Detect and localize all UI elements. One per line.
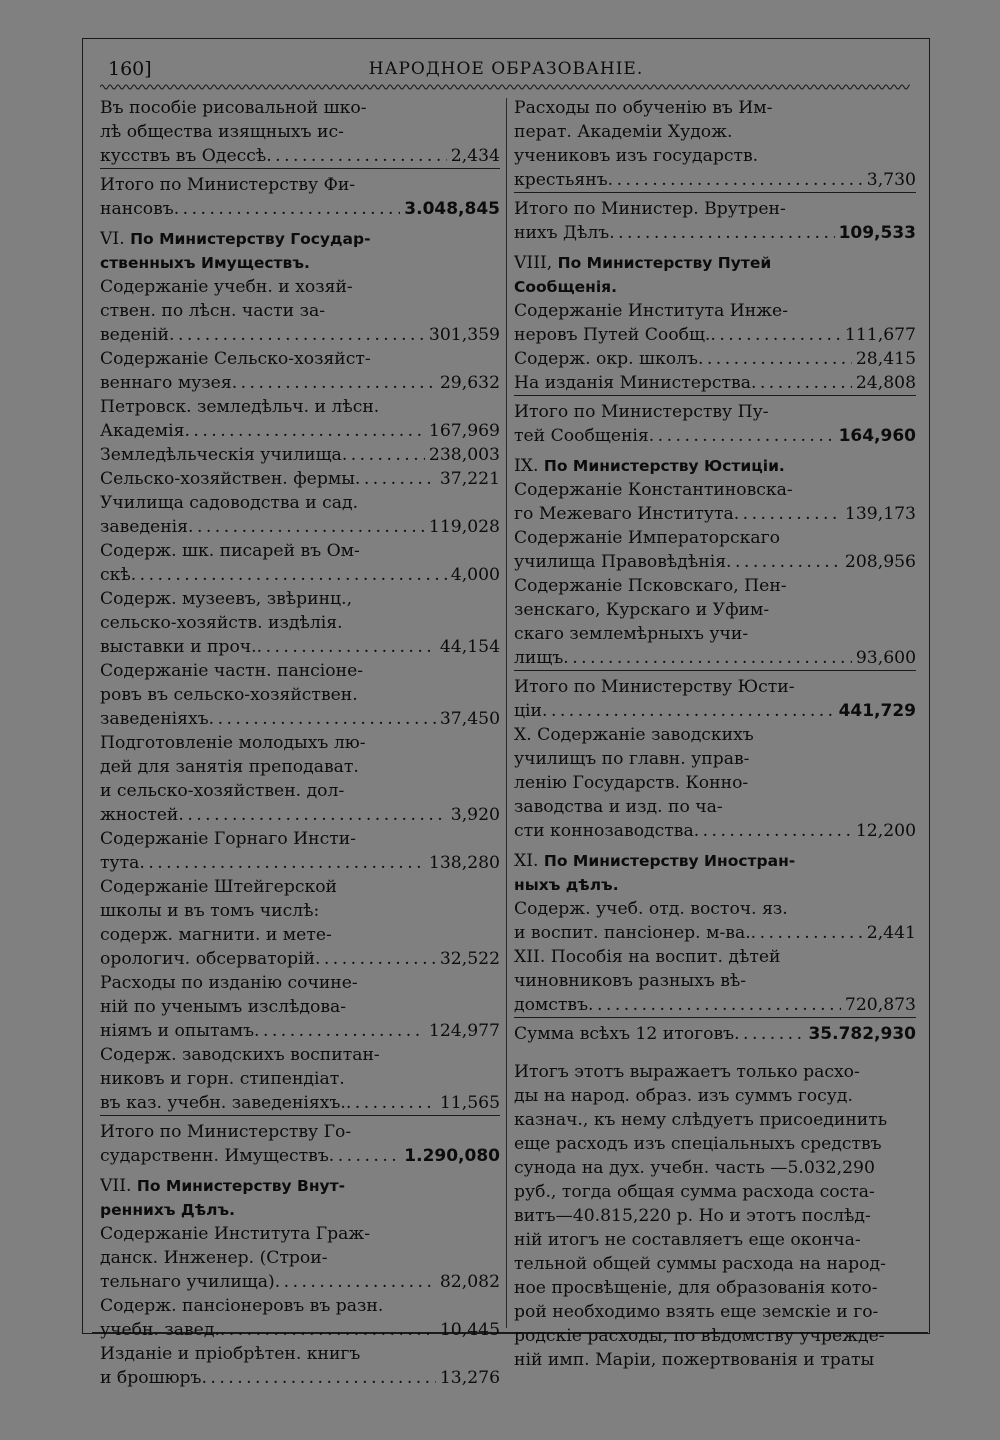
wavy-divider (100, 82, 910, 92)
entry-line: чиновниковъ разныхъ вѣ- (514, 971, 747, 991)
dot-leader (342, 443, 425, 467)
paragraph-line: тельной общей суммы расхода на народ- (514, 1254, 886, 1274)
heading-text: ныхъ дѣлъ. (514, 876, 619, 894)
entry-line: ній по ученымъ изслѣдова- (100, 997, 347, 1017)
entry-label: училища Правовѣдѣнія (514, 552, 727, 572)
entry-line: училищъ по главн. управ- (514, 749, 750, 769)
entry-line: перат. Академіи Худож. (514, 122, 733, 142)
entry-label: въ каз. учебн. заведеніяхъ. (100, 1093, 346, 1113)
budget-entry (100, 875, 500, 971)
entry-value: 238,003 (428, 445, 500, 465)
dot-leader (588, 993, 841, 1017)
page-number: 160] (108, 58, 152, 80)
entry-line: Итого по Министерству Фи- (100, 175, 356, 195)
entry-last-line (100, 443, 500, 467)
entry-last-line (514, 502, 916, 526)
entry-value: 139,173 (844, 504, 916, 524)
entry-last-line (100, 515, 500, 539)
entry-label: го Межеваго Института (514, 504, 734, 524)
entry-label: нихъ Дѣлъ (514, 223, 610, 243)
entry-label: лищъ (514, 648, 564, 668)
entry-label: тута (100, 853, 140, 873)
entry-line: заводства и изд. по ча- (514, 797, 723, 817)
entry-label: орологич. обсерваторій (100, 949, 315, 969)
entry-label: Сумма всѣхъ 12 итоговъ (514, 1024, 735, 1044)
entry-line: Въ пособіе рисовальной шко- (100, 98, 367, 118)
entry-value: 13,276 (439, 1368, 500, 1388)
entry-line: Изданіе и пріобрѣтен. книгъ (100, 1344, 361, 1364)
entry-last-line (514, 993, 916, 1018)
dot-leader (355, 467, 436, 491)
dot-leader (315, 947, 436, 971)
entry-line: учениковъ изъ государств. (514, 146, 759, 166)
entry-label: выставки и проч. (100, 637, 257, 657)
heading-line (100, 227, 500, 251)
entry-line: сельско-хозяйств. издѣлія. (100, 613, 343, 633)
entry-line: Содержаніе учебн. и хозяй- (100, 277, 353, 297)
section-heading (100, 227, 500, 275)
entry-last-line (514, 168, 916, 193)
entry-value: 82,082 (439, 1272, 500, 1292)
entry-line: Содерж. шк. писарей въ Ом- (100, 541, 360, 561)
budget-entry (514, 347, 916, 371)
entry-line: школы и въ томъ числѣ: (100, 901, 320, 921)
paragraph-line: сунода на дух. учебн. часть —5.032,290 (514, 1158, 875, 1178)
total-entry (514, 400, 916, 448)
total-value: 35.782,930 (808, 1024, 916, 1044)
section-heading (514, 454, 916, 478)
budget-entry (100, 659, 500, 731)
entry-line: Итого по Министерству Пу- (514, 402, 769, 422)
budget-entry (100, 731, 500, 827)
section-heading (100, 1174, 500, 1222)
total-value: 1.290,080 (404, 1146, 500, 1166)
entry-line: зенскаго, Курскаго и Уфим- (514, 600, 770, 620)
entry-label: сударственн. Имуществъ (100, 1146, 329, 1166)
entry-label: нансовъ (100, 199, 174, 219)
budget-entry (100, 275, 500, 347)
dot-leader (694, 819, 852, 843)
dot-leader (726, 550, 841, 574)
entry-last-line (100, 707, 500, 731)
dot-leader (608, 168, 863, 192)
total-entry (514, 675, 916, 723)
entry-last-line (100, 323, 500, 347)
budget-entry (100, 971, 500, 1043)
entry-last-line (100, 563, 500, 587)
dot-leader (266, 144, 447, 168)
entry-last-line (100, 803, 500, 827)
dot-leader (649, 424, 835, 448)
heading-text: ственныхъ Имуществъ. (100, 254, 310, 272)
total-entry (100, 1120, 500, 1168)
entry-label: тельнаго училища) (100, 1272, 275, 1292)
entry-last-line (100, 371, 500, 395)
entry-label: крестьянъ (514, 170, 608, 190)
entry-value: 29,632 (439, 373, 500, 393)
entry-line: XII. Пособія на воспит. дѣтей (514, 947, 781, 967)
heading-text: По Министерству Путей (557, 254, 772, 272)
entry-line: никовъ и горн. стипендіат. (100, 1069, 345, 1089)
budget-entry (514, 299, 916, 347)
entry-line: содерж. магнити. и мете- (100, 925, 332, 945)
entry-label: домствъ (514, 995, 589, 1015)
budget-entry (100, 827, 500, 875)
entry-value: 720,873 (844, 995, 916, 1015)
entry-last-line (100, 1366, 500, 1390)
dot-leader (609, 221, 834, 245)
entry-last-line (514, 646, 916, 671)
paragraph-line: еще расходъ изъ спеціальныхъ средствъ (514, 1134, 882, 1154)
dot-leader (209, 707, 436, 731)
entry-value: 119,028 (428, 517, 500, 537)
entry-value: 208,956 (844, 552, 916, 572)
page-header (82, 55, 930, 85)
paragraph-line: ній итогъ не составляетъ еще оконча- (514, 1230, 861, 1250)
entry-line: Содерж. учеб. отд. восточ. яз. (514, 899, 788, 919)
budget-entry (100, 1222, 500, 1294)
budget-entry (514, 478, 916, 526)
entry-label: На изданія Министерства (514, 373, 751, 393)
budget-entry (514, 723, 916, 843)
budget-entry (100, 1294, 500, 1342)
entry-value: 12,200 (855, 821, 916, 841)
running-title: НАРОДНОЕ ОБРАЗОВАНІЕ. (368, 59, 644, 79)
section-number: XI. (514, 851, 539, 871)
budget-entry (100, 96, 500, 169)
entry-value: 93,600 (855, 648, 916, 668)
entry-value: 4,000 (450, 565, 500, 585)
entry-value: 3,730 (866, 170, 916, 190)
paragraph-line: руб., тогда общая сумма расхода соста- (514, 1182, 875, 1202)
entry-line: ленію Государств. Конно- (514, 773, 749, 793)
entry-label: Земледѣльческія училища (100, 445, 342, 465)
entry-label: веденій (100, 325, 170, 345)
heading-line (514, 275, 916, 299)
entry-line: Содерж. музеевъ, звѣринц., (100, 589, 353, 609)
entry-last-line (514, 699, 916, 723)
entry-last-line (514, 921, 916, 945)
entry-line: Содержаніе частн. пансіоне- (100, 661, 364, 681)
section-heading (514, 251, 916, 299)
dot-leader (734, 502, 841, 526)
heading-text: По Министерству Государ- (130, 230, 371, 248)
entry-label: заведенія (100, 517, 189, 537)
dot-leader (563, 646, 852, 670)
total-value: 441,729 (838, 701, 916, 721)
paragraph-line: родскіе расходы, по вѣдомству учрежде- (514, 1326, 885, 1346)
section-number: VIII, (514, 253, 553, 273)
heading-text: По Министерству Внут- (136, 1177, 346, 1195)
entry-value: 11,565 (439, 1093, 500, 1113)
entry-line: Расходы по изданію сочине- (100, 973, 358, 993)
heading-line (514, 454, 916, 478)
total-entry (514, 1022, 916, 1046)
entry-line: Итого по Министерству Юсти- (514, 677, 795, 697)
dot-leader (139, 851, 425, 875)
left-column (100, 96, 500, 1390)
dot-leader (202, 1366, 436, 1390)
entry-value: 2,434 (450, 146, 500, 166)
entry-line: ровъ въ сельско-хозяйствен. (100, 685, 358, 705)
dot-leader (698, 347, 852, 371)
paragraph-line: ды на народ. образ. изъ суммъ госуд. (514, 1086, 853, 1106)
dot-leader (188, 515, 425, 539)
entry-line: Петровск. земледѣльч. и лѣсн. (100, 397, 380, 417)
heading-line (514, 251, 916, 275)
total-value: 164,960 (838, 426, 916, 446)
entry-value: 10,445 (439, 1320, 500, 1340)
dot-leader (751, 371, 852, 395)
paragraph-line: ное просвѣщеніе, для образованія кото- (514, 1278, 878, 1298)
entry-label: и брошюръ (100, 1368, 202, 1388)
entry-value: 44,154 (439, 637, 500, 657)
entry-last-line (100, 1091, 500, 1116)
column-divider (506, 98, 507, 1328)
entry-label: кусствъ въ Одессѣ (100, 146, 267, 166)
heading-text: Сообщенія. (514, 278, 618, 296)
entry-last-line (100, 419, 500, 443)
budget-entry (514, 897, 916, 945)
heading-text: По Министерству Юстиціи. (543, 457, 785, 475)
paragraph-line: витъ—40.815,220 р. Но и этотъ послѣд- (514, 1206, 871, 1226)
dot-leader (178, 803, 446, 827)
closing-paragraph (514, 1060, 916, 1372)
heading-text: реннихъ Дѣлъ. (100, 1201, 236, 1219)
budget-entry (514, 526, 916, 574)
entry-line: Содерж. заводскихъ воспитан- (100, 1045, 380, 1065)
entry-last-line (514, 1022, 916, 1046)
dot-leader (710, 323, 841, 347)
dot-leader (220, 1318, 436, 1342)
entry-line: Содержаніе Императорскаго (514, 528, 780, 548)
entry-last-line (514, 550, 916, 574)
entry-line: Подготовленіе молодыхъ лю- (100, 733, 366, 753)
entry-line: Содержаніе Института Граж- (100, 1224, 371, 1244)
budget-entry (100, 587, 500, 659)
entry-value: 2,441 (866, 923, 916, 943)
dot-leader (275, 1270, 436, 1294)
entry-value: 138,280 (428, 853, 500, 873)
section-number: VII. (100, 1176, 132, 1196)
entry-label: Содерж. окр. школъ (514, 349, 698, 369)
entry-line: данск. Инженер. (Строи- (100, 1248, 328, 1268)
entry-line: и сельско-хозяйствен. дол- (100, 781, 345, 801)
entry-label: заведеніяхъ (100, 709, 209, 729)
entry-value: 167,969 (428, 421, 500, 441)
entry-value: 301,359 (428, 325, 500, 345)
paragraph-line: Итогъ этотъ выражаетъ только расхо- (514, 1062, 860, 1082)
entry-value: 24,808 (855, 373, 916, 393)
dot-leader (169, 323, 425, 347)
entry-line: Итого по Министер. Врутрен- (514, 199, 786, 219)
dot-leader (734, 1022, 804, 1046)
entry-label: тей Сообщенія (514, 426, 649, 446)
total-entry (100, 173, 500, 221)
total-entry (514, 197, 916, 245)
section-heading (514, 849, 916, 897)
entry-line: Содержаніе Константиновска- (514, 480, 793, 500)
entry-label: Академія (100, 421, 185, 441)
entry-last-line (514, 323, 916, 347)
entry-last-line (514, 424, 916, 448)
entry-last-line (100, 1318, 500, 1342)
paragraph-line: рой необходимо взять еще земскіе и го- (514, 1302, 879, 1322)
entry-last-line (100, 144, 500, 169)
right-column (514, 96, 916, 1372)
budget-entry (100, 467, 500, 491)
entry-line: Содерж. пансіонеровъ въ разн. (100, 1296, 384, 1316)
entry-label: жностей (100, 805, 179, 825)
entry-line: Содержаніе Горнаго Инсти- (100, 829, 356, 849)
entry-line: скаго землемѣрныхъ учи- (514, 624, 749, 644)
budget-entry (514, 371, 916, 396)
entry-line: Расходы по обученію въ Им- (514, 98, 773, 118)
entry-value: 124,977 (428, 1021, 500, 1041)
entry-label: ніямъ и опытамъ (100, 1021, 255, 1041)
entry-line: ствен. по лѣсн. части за- (100, 301, 326, 321)
entry-value: 3,920 (450, 805, 500, 825)
dot-leader (131, 563, 447, 587)
entry-last-line (100, 1019, 500, 1043)
entry-line: Содержаніе Сельско-хозяйст- (100, 349, 371, 369)
total-value: 109,533 (838, 223, 916, 243)
entry-label: скѣ (100, 565, 131, 585)
entry-line: Содержаніе Института Инже- (514, 301, 789, 321)
entry-value: 37,221 (439, 469, 500, 489)
heading-line (100, 1198, 500, 1222)
entry-last-line (100, 635, 500, 659)
entry-line: X. Содержаніе заводскихъ (514, 725, 754, 745)
heading-text: По Министерству Иностран- (543, 852, 796, 870)
budget-entry (514, 96, 916, 193)
budget-entry (100, 1043, 500, 1116)
heading-line (514, 849, 916, 873)
budget-entry (514, 574, 916, 671)
entry-label: и воспит. пансіонер. м-ва. (514, 923, 751, 943)
entry-value: 32,522 (439, 949, 500, 969)
heading-line (100, 1174, 500, 1198)
entry-last-line (100, 1270, 500, 1294)
entry-line: Итого по Министерству Го- (100, 1122, 352, 1142)
total-value: 3.048,845 (404, 199, 500, 219)
dot-leader (254, 1019, 425, 1043)
entry-line: дей для занятія преподават. (100, 757, 359, 777)
budget-entry (100, 347, 500, 395)
budget-entry (100, 1342, 500, 1390)
dot-leader (346, 1091, 436, 1115)
budget-entry (100, 443, 500, 467)
entry-label: ціи (514, 701, 543, 721)
section-number: IX. (514, 456, 539, 476)
dot-leader (751, 921, 863, 945)
entry-last-line (514, 371, 916, 396)
entry-value: 37,450 (439, 709, 500, 729)
entry-label: учебн. завед. (100, 1320, 220, 1340)
dot-leader (232, 371, 436, 395)
entry-last-line (100, 851, 500, 875)
budget-entry (100, 395, 500, 443)
entry-label: неровъ Путей Сообщ. (514, 325, 711, 345)
entry-line: Содержаніе Псковскаго, Пен- (514, 576, 787, 596)
entry-line: Содержаніе Штейгерской (100, 877, 337, 897)
entry-value: 28,415 (855, 349, 916, 369)
dot-leader (542, 699, 835, 723)
entry-last-line (514, 221, 916, 245)
entry-last-line (100, 197, 500, 221)
entry-last-line (100, 1144, 500, 1168)
entry-label: Сельско-хозяйствен. фермы (100, 469, 355, 489)
budget-entry (100, 539, 500, 587)
dot-leader (174, 197, 401, 221)
paragraph-line: казнач., къ нему слѣдуетъ присоединить (514, 1110, 888, 1130)
dot-leader (257, 635, 436, 659)
entry-last-line (100, 947, 500, 971)
entry-last-line (100, 467, 500, 491)
entry-label: веннаго музея (100, 373, 232, 393)
entry-label: сти коннозаводства (514, 821, 694, 841)
dot-leader (184, 419, 424, 443)
entry-line: лѣ общества изящныхъ ис- (100, 122, 344, 142)
budget-entry (514, 945, 916, 1018)
entry-value: 111,677 (844, 325, 916, 345)
entry-last-line (514, 819, 916, 843)
entry-line: Училища садоводства и сад. (100, 493, 359, 513)
budget-entry (100, 491, 500, 539)
entry-last-line (514, 347, 916, 371)
section-number: VI. (100, 229, 125, 249)
heading-line (514, 873, 916, 897)
heading-line (100, 251, 500, 275)
dot-leader (329, 1144, 401, 1168)
paragraph-line: ній имп. Маріи, пожертвованія и траты (514, 1350, 875, 1370)
